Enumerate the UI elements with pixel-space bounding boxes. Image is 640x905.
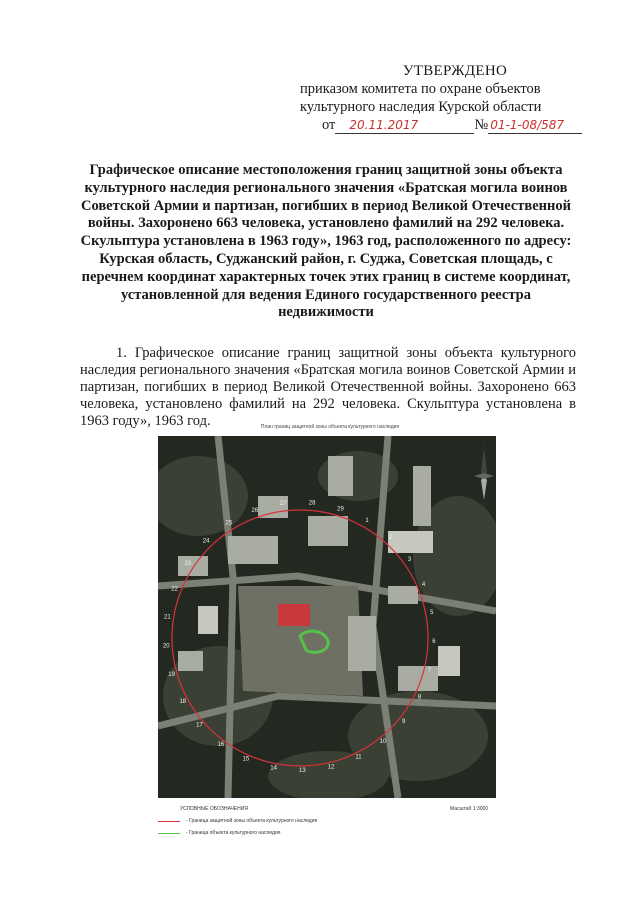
- approval-heading: УТВЕРЖДЕНО: [402, 63, 508, 79]
- aerial-map: [158, 436, 496, 798]
- boundary-point-label: 3: [407, 556, 412, 563]
- compass-needle-south: [481, 476, 487, 500]
- boundary-point-label: 12: [327, 764, 335, 771]
- approval-stamp: [300, 62, 590, 134]
- legend-label-object: - Граница объекта культурного наследия: [186, 830, 281, 836]
- approval-date: 20.11.2017: [349, 118, 419, 132]
- boundary-point-label: 14: [270, 765, 277, 772]
- red-roof-building: [278, 604, 310, 626]
- legend-label-zone: - Граница защитной зоны объекта культурного наследия: [186, 818, 318, 824]
- boundary-point-label: 29: [337, 506, 344, 513]
- map-scale: Масштаб 1:3000: [450, 806, 489, 812]
- approval-number-field: [488, 118, 582, 134]
- compass-rose: [472, 438, 496, 508]
- boundary-point-label: 15: [242, 756, 250, 763]
- boundary-point-label: 17: [196, 722, 203, 729]
- compass-needle-north: [481, 448, 487, 476]
- boundary-point-label: 28: [308, 500, 316, 507]
- square: [238, 586, 363, 696]
- map-title: План границ защитной зоны объекта культурного наследия: [260, 424, 400, 430]
- boundary-point-label: 25: [225, 520, 233, 527]
- boundary-point-label: 22: [171, 586, 178, 593]
- boundary-point-label: 11: [355, 754, 362, 761]
- boundary-point-label: 4: [421, 582, 426, 589]
- aerial-photo: [158, 436, 496, 798]
- legend-item-zone: [158, 818, 317, 824]
- compass-north: С: [481, 441, 487, 447]
- boundary-point-label: 6: [432, 638, 436, 645]
- boundary-point-label: 1: [365, 518, 369, 524]
- compass-crossbar: [474, 473, 494, 479]
- map-figure: [150, 418, 510, 836]
- boundary-point-label: 16: [217, 742, 225, 749]
- legend-swatch-zone: [158, 821, 180, 822]
- compass-south: Ю: [480, 503, 488, 508]
- boundary-point-label: 24: [202, 538, 210, 545]
- boundary-point-label: 9: [402, 718, 406, 725]
- boundary-point-label: 7: [428, 667, 432, 674]
- boundary-point-label: 21: [164, 614, 171, 621]
- approval-number: 01-1-08/587: [490, 118, 565, 132]
- boundary-point-label: 23: [184, 560, 192, 567]
- boundary-point-label: 13: [299, 768, 306, 774]
- boundary-point-label: 10: [379, 739, 387, 746]
- section-1-paragraph: 1. Графическое описание границ защитной зоны объекта культурного наследия регионального значения «Братская могила воинов Советской Армии и партизан, погибших в период Великой Отечественной войны. Захоронено 663 человека, установлено фамилий на 292 человека. Скульптура установлена в 1963 году», 1963 год.: [80, 345, 576, 429]
- legend-swatch-object: [158, 833, 180, 834]
- legend-title: УСЛОВНЫЕ ОБОЗНАЧЕНИЯ: [180, 806, 248, 812]
- approval-line-1: приказом комитета по охране объектов: [300, 81, 541, 97]
- legend-item-object: [158, 830, 280, 836]
- document-title: Графическое описание местоположения границ защитной зоны объекта культурного наследия регионального значения «Братская могила воинов Советской Армии и партизан, погибших в период Великой Отечественной войны. Захоронено 663 человека, установлено фамилий на 292 человека. Скульптура установлена в 1963 году», 1963 год, расположенного по адресу: Курская область, Суджанский район, г. Суджа, Советская площадь, с перечнем координат характерных точек этих границ в системе координат, установленной для ведения Единого государственного реестра недвижимости: [80, 162, 572, 321]
- approval-line-2: культурного наследия Курской области: [300, 99, 542, 115]
- boundary-point-label: 26: [251, 507, 259, 514]
- boundary-point-label: 8: [417, 694, 422, 701]
- boundary-point-label: 5: [430, 609, 434, 616]
- number-label: №: [474, 117, 489, 133]
- boundary-point-label: 20: [162, 643, 170, 650]
- boundary-point-label: 19: [168, 672, 175, 679]
- boundary-point-label: 2: [388, 535, 393, 542]
- from-label: от: [322, 117, 336, 133]
- approval-date-field: [335, 118, 474, 134]
- boundary-point-label: 18: [179, 698, 187, 705]
- boundary-point-label: 27: [279, 501, 287, 508]
- approval-dateline: [322, 116, 590, 134]
